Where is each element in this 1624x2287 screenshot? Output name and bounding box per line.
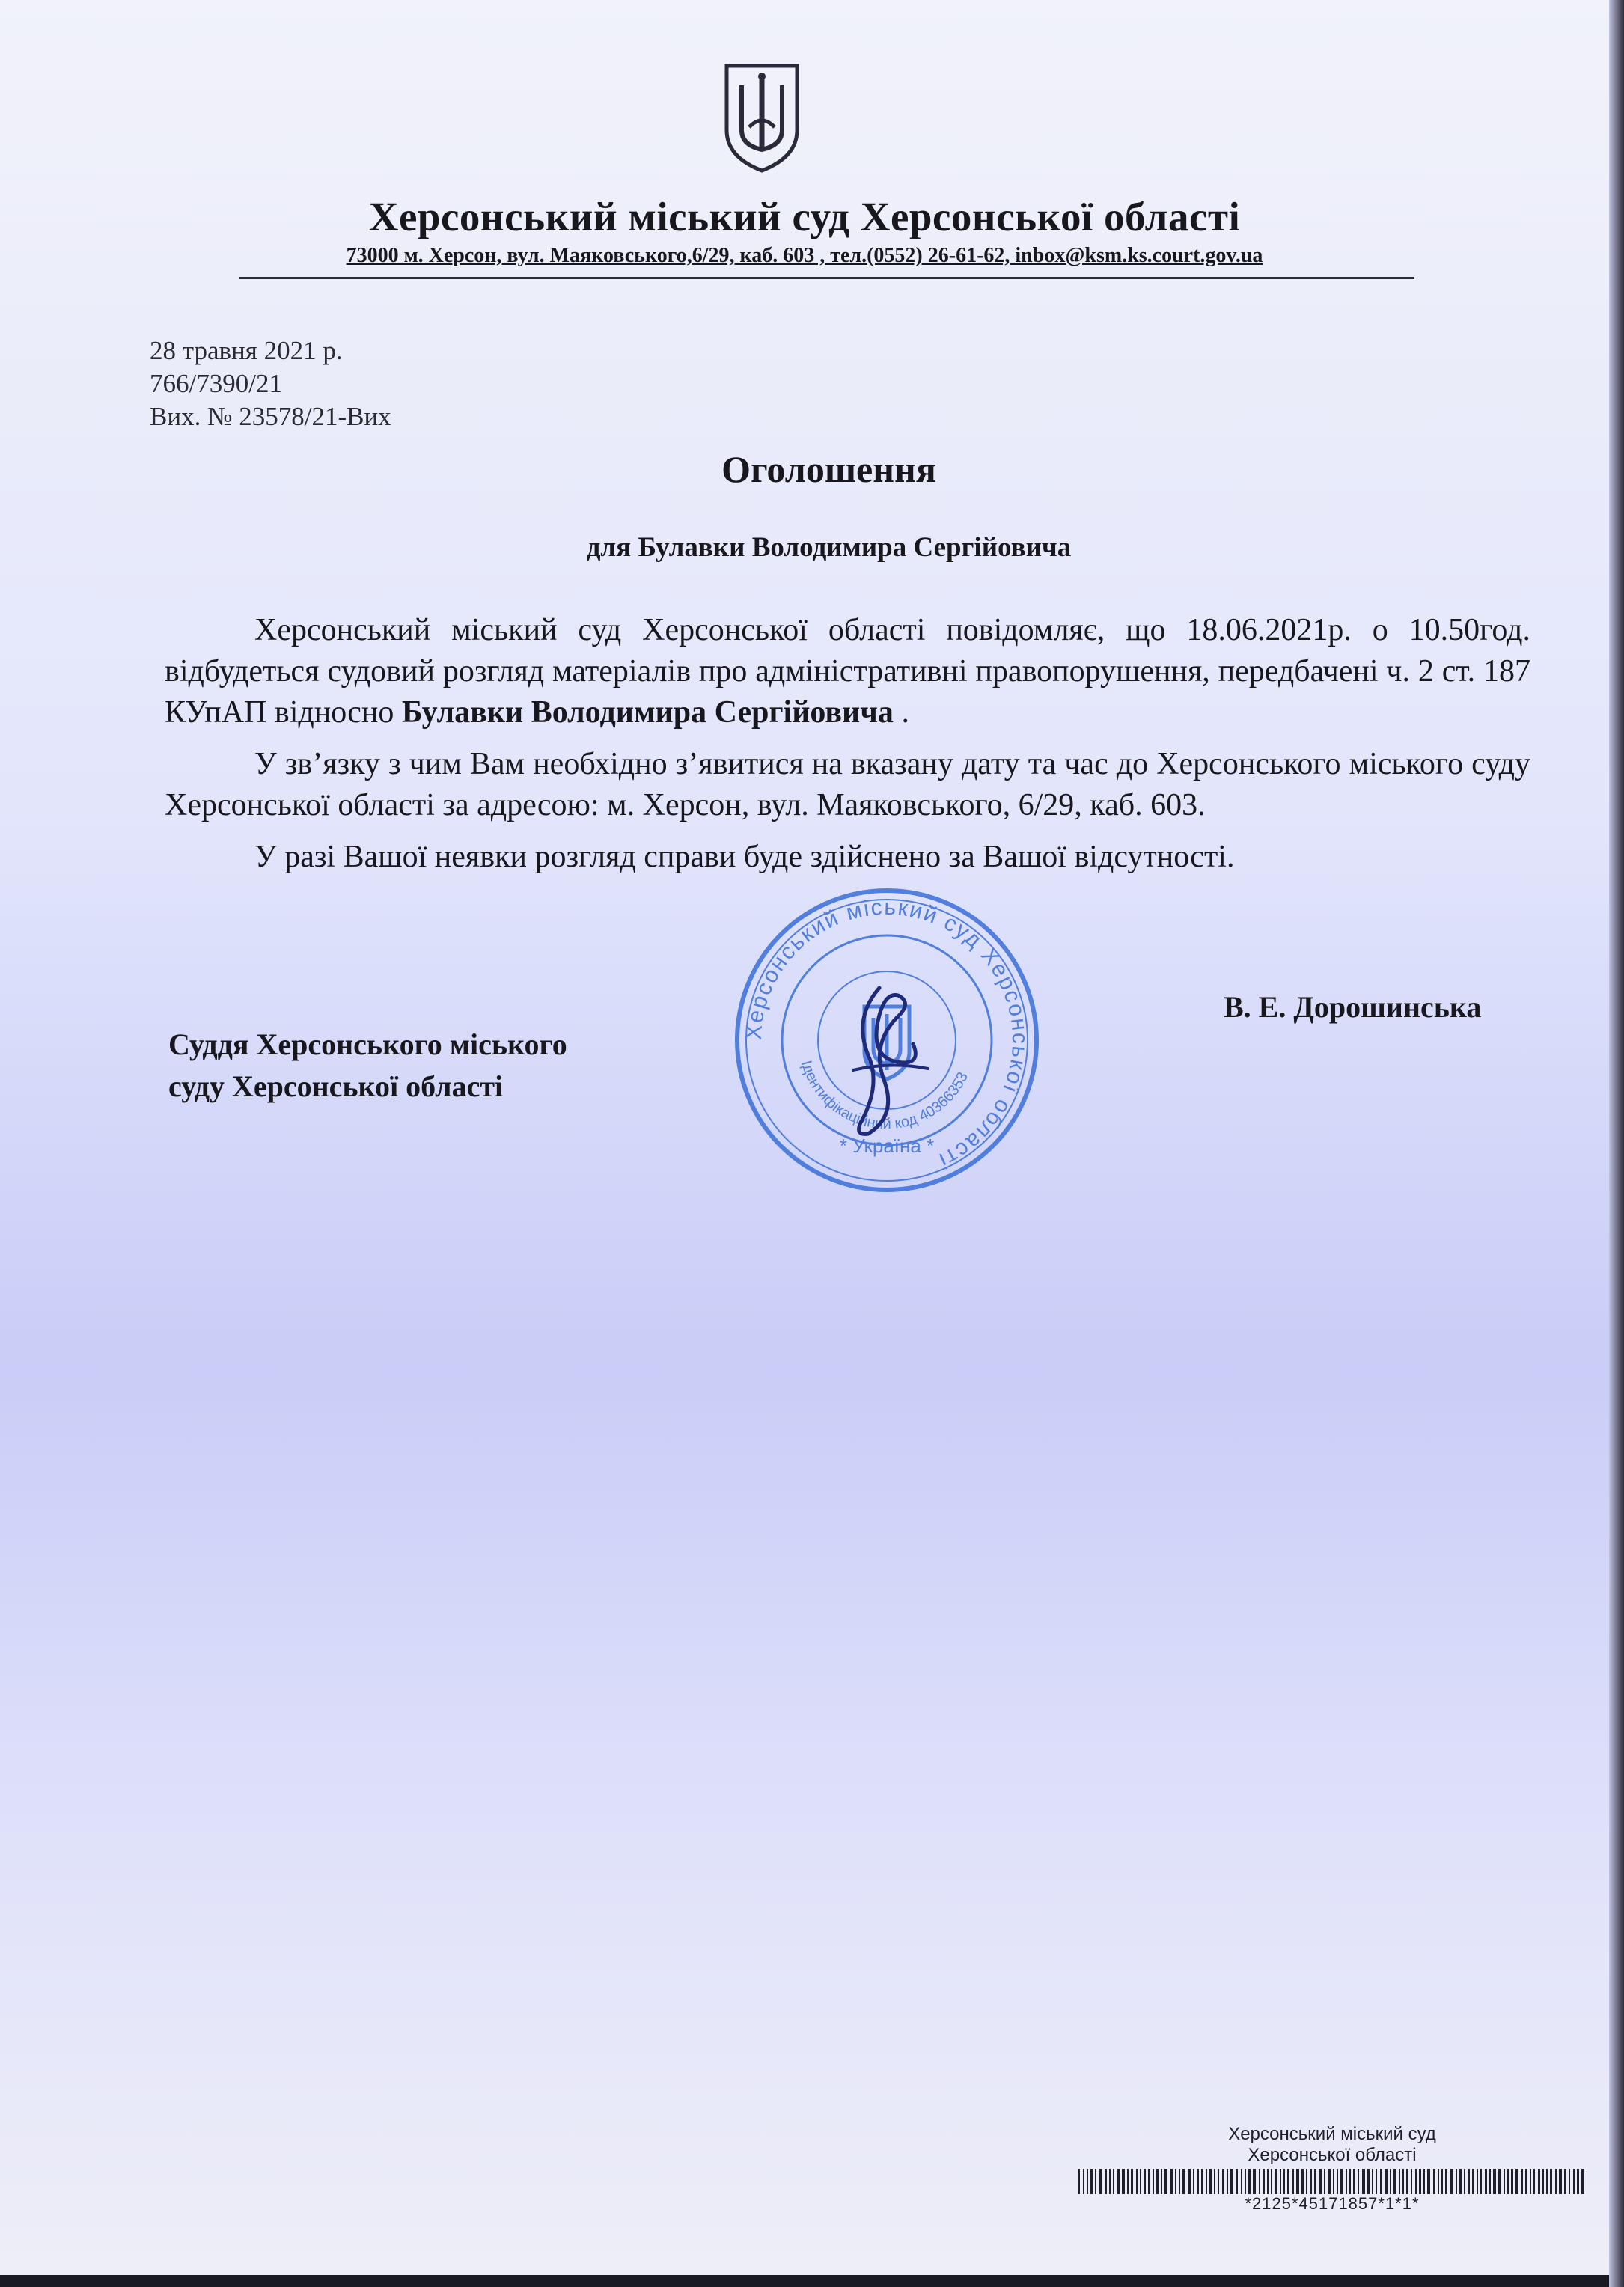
barcode-code: *2125*45171857*1*1* [1245,2194,1420,2213]
court-address: 73000 м. Херсон, вул. Маяковського,6/29, каб. 603 , тел.(0552) 26-61-62, inbox@ksm.ks.court.gov.ua [346,244,1263,267]
court-name-heading: Херсонський міський суд Херсонської області [368,194,1241,239]
page-edge-shadow [1609,0,1624,2287]
handwritten-signature [808,973,958,1145]
barcode-label [1078,2124,1587,2214]
paragraph-hearing: Херсонський міський суд Херсонської області повідомляє, що 18.06.2021р. о 10.50год. відбудеться судовий розгляд матеріалів про адміністративні правопорушення, передбачені ч. 2 ст. 187 КУпАП відносно Булавки Володимира Сергійовича . [165,613,1530,730]
paragraph-absence: У разі Вашої неявки розгляд справи буде здійснено за Вашої відсутності. [254,840,1235,874]
outgoing-number: Вих. № 23578/21-Вих [150,402,391,431]
judge-name: В. Е. Дорошинська [1224,990,1482,1024]
trident-emblem-icon [721,61,803,174]
barcode-org-line1: Херсонський міський суд [1228,2124,1436,2144]
stamp-outer-text: Херсонський міський суд Херсонської області [741,894,1033,1173]
document-title: Оголошення [721,448,936,490]
judge-title: Суддя Херсонського міського суду Херсонської області [168,1028,567,1103]
case-number: 766/7390/21 [150,369,282,398]
barcode-icon [1078,2169,1587,2194]
recipient-line: для Булавки Володимира Сергійовича [586,532,1072,563]
document-date: 28 травня 2021 р. [150,336,343,365]
document-meta [150,335,391,433]
paragraph-appearance: У зв’язку з чим Вам необхідно з’явитися на вказану дату та час до Херсонського міського суду Херсонської області за адресою: м. Херсон, вул. Маяковського, 6/29, каб. 603. [165,747,1530,822]
stamp-inner-text: Ідентифікаційний код 40366353 [797,1058,971,1133]
barcode-org-line2: Херсонської області [1248,2145,1417,2165]
defendant-name: Булавки Володимира Сергійовича [401,695,894,730]
notice-body [165,610,1530,888]
stamp-bottom-text: * Україна * [839,1135,935,1157]
header-divider [239,277,1414,279]
